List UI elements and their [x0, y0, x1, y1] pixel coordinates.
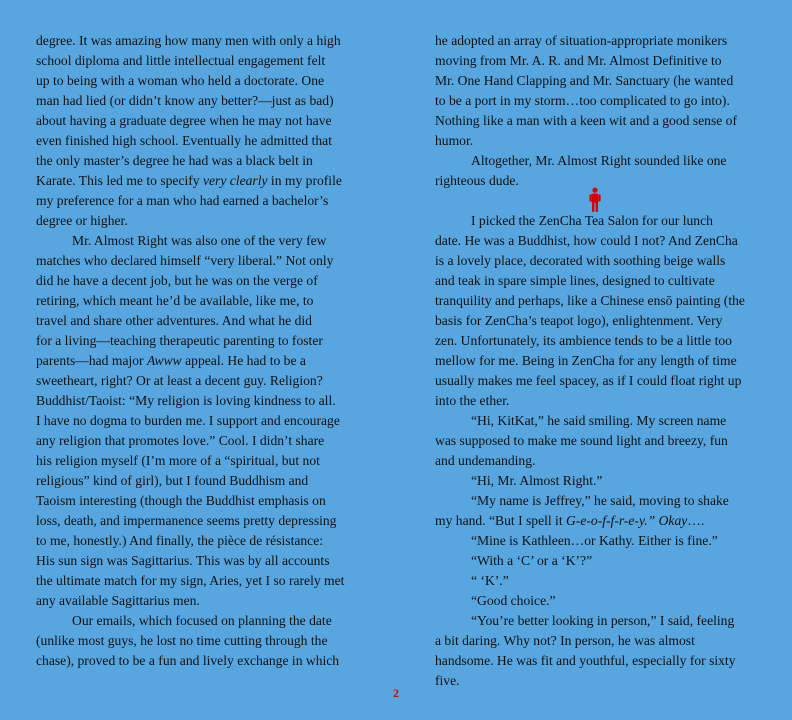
- text-line: did he have a decent job, but he was on the verge of: [36, 273, 318, 288]
- text-line: Karate. This led me to specify very clearly in my profile: [36, 173, 342, 188]
- text-line: my preference for a man who had earned a bachelor’s: [36, 193, 329, 208]
- page-number: 2: [393, 686, 399, 700]
- text-line: the only master’s degree he had was a black belt in: [36, 153, 313, 168]
- text-line: parents—had major Awww appeal. He had to be a: [36, 353, 306, 368]
- text-line: sweetheart, right? Or at least a decent guy. Religion?: [36, 373, 323, 388]
- text-line: he adopted an array of situation-appropriate monikers: [435, 33, 728, 48]
- text-line: degree or higher.: [36, 213, 128, 228]
- right-column: [435, 31, 765, 691]
- text-line: “Mine is Kathleen…or Kathy. Either is fine.”: [471, 533, 718, 548]
- text-line: the ultimate match for my sign, Aries, yet I so rarely met: [36, 573, 345, 588]
- text-line: for a living—teaching therapeutic parenting to foster: [36, 333, 323, 348]
- text-line: mellow for me. Being in ZenCha for any length of time: [435, 353, 737, 368]
- text-line: I picked the ZenCha Tea Salon for our lunch: [471, 213, 713, 228]
- text-line: religious” kind of girl), but I found Buddhism and: [36, 473, 309, 488]
- text-line: “You’re better looking in person,” I said, feeling: [471, 613, 735, 628]
- text-line: “Hi, KitKat,” he said smiling. My screen name: [471, 413, 727, 428]
- text-line: Nothing like a man with a keen wit and a good sense of: [435, 113, 738, 128]
- text-line: to be a port in my storm…too complicated to go into).: [435, 93, 730, 108]
- text-line: man had lied (or didn’t know any better?—just as bad): [36, 93, 334, 108]
- text-line: any religion that promotes love.” Cool. I didn’t share: [36, 433, 325, 448]
- text-line: Taoism interesting (though the Buddhist emphasis on: [36, 493, 326, 508]
- text-line: “Hi, Mr. Almost Right.”: [471, 473, 603, 488]
- text-line: into the ether.: [435, 393, 510, 408]
- text-line: Altogether, Mr. Almost Right sounded like one: [471, 153, 727, 168]
- section-break: [435, 191, 765, 211]
- text-line: “My name is Jeffrey,” he said, moving to shake: [471, 493, 729, 508]
- right-column-bottom-text: [435, 211, 765, 691]
- text-line: tranquility and perhaps, like a Chinese ensō painting (the: [435, 293, 745, 308]
- text-line: Mr. Almost Right was also one of the very few: [72, 233, 327, 248]
- left-column: [36, 31, 366, 671]
- text-line: usually makes me feel spacey, as if I could float right up: [435, 373, 742, 388]
- text-line: any available Sagittarius men.: [36, 593, 200, 608]
- text-line: about having a graduate degree when he may not have: [36, 113, 332, 128]
- text-line: travel and share other adventures. And what he did: [36, 313, 312, 328]
- text-line: zen. Unfortunately, its ambience tends to be a little too: [435, 333, 732, 348]
- text-line: Our emails, which focused on planning the date: [72, 613, 332, 628]
- text-line: five.: [435, 673, 460, 688]
- text-line: righteous dude.: [435, 173, 519, 188]
- text-line: His sun sign was Sagittarius. This was by all accounts: [36, 553, 330, 568]
- text-line: school diploma and little intellectual engagement felt: [36, 53, 326, 68]
- text-line: degree. It was amazing how many men with only a high: [36, 33, 341, 48]
- text-line: is a lovely place, decorated with soothing beige walls: [435, 253, 726, 268]
- text-line: humor.: [435, 133, 474, 148]
- text-line: Buddhist/Taoist: “My religion is loving kindness to all.: [36, 393, 336, 408]
- text-line: a bit daring. Why not? In person, he was almost: [435, 633, 695, 648]
- text-line: his religion myself (I’m more of a “spiritual, but not: [36, 453, 320, 468]
- text-line: my hand. “But I spell it G-e-o-f-f-r-e-y.” Okay….: [435, 513, 705, 528]
- text-line: basis for ZenCha’s teapot logo), enlightenment. Very: [435, 313, 723, 328]
- text-line: loss, death, and impermanence seems pretty depressing: [36, 513, 337, 528]
- text-line: to me, honestly.) And finally, the pièce de résistance:: [36, 533, 324, 548]
- right-column-top-text: [435, 31, 765, 191]
- text-line: matches who declared himself “very liberal.” Not only: [36, 253, 334, 268]
- text-line: retiring, which meant he’d be available, like me, to: [36, 293, 314, 308]
- text-line: “ ‘K’.”: [471, 573, 509, 588]
- text-line: handsome. He was fit and youthful, especially for sixty: [435, 653, 736, 668]
- text-line: up to being with a woman who held a doctorate. One: [36, 73, 325, 88]
- text-line: (unlike most guys, he lost no time cutting through the: [36, 633, 328, 648]
- text-line: Mr. One Hand Clapping and Mr. Sanctuary (he wanted: [435, 73, 734, 88]
- text-line: I have no dogma to burden me. I support and encourage: [36, 413, 340, 428]
- text-line: was supposed to make me sound light and breezy, fun: [435, 433, 728, 448]
- text-line: date. He was a Buddhist, how could I not? And ZenCha: [435, 233, 738, 248]
- text-line: moving from Mr. A. R. and Mr. Almost Definitive to: [435, 53, 722, 68]
- text-line: “With a ‘C’ or a ‘K’?”: [471, 553, 593, 568]
- text-line: and teak in spare simple lines, designed to cultivate: [435, 273, 715, 288]
- person-ornament-icon: [588, 187, 602, 213]
- text-line: “Good choice.”: [471, 593, 556, 608]
- text-line: chase), proved to be a fun and lively exchange in which: [36, 653, 340, 668]
- text-line: even finished high school. Eventually he admitted that: [36, 133, 332, 148]
- text-line: and undemanding.: [435, 453, 536, 468]
